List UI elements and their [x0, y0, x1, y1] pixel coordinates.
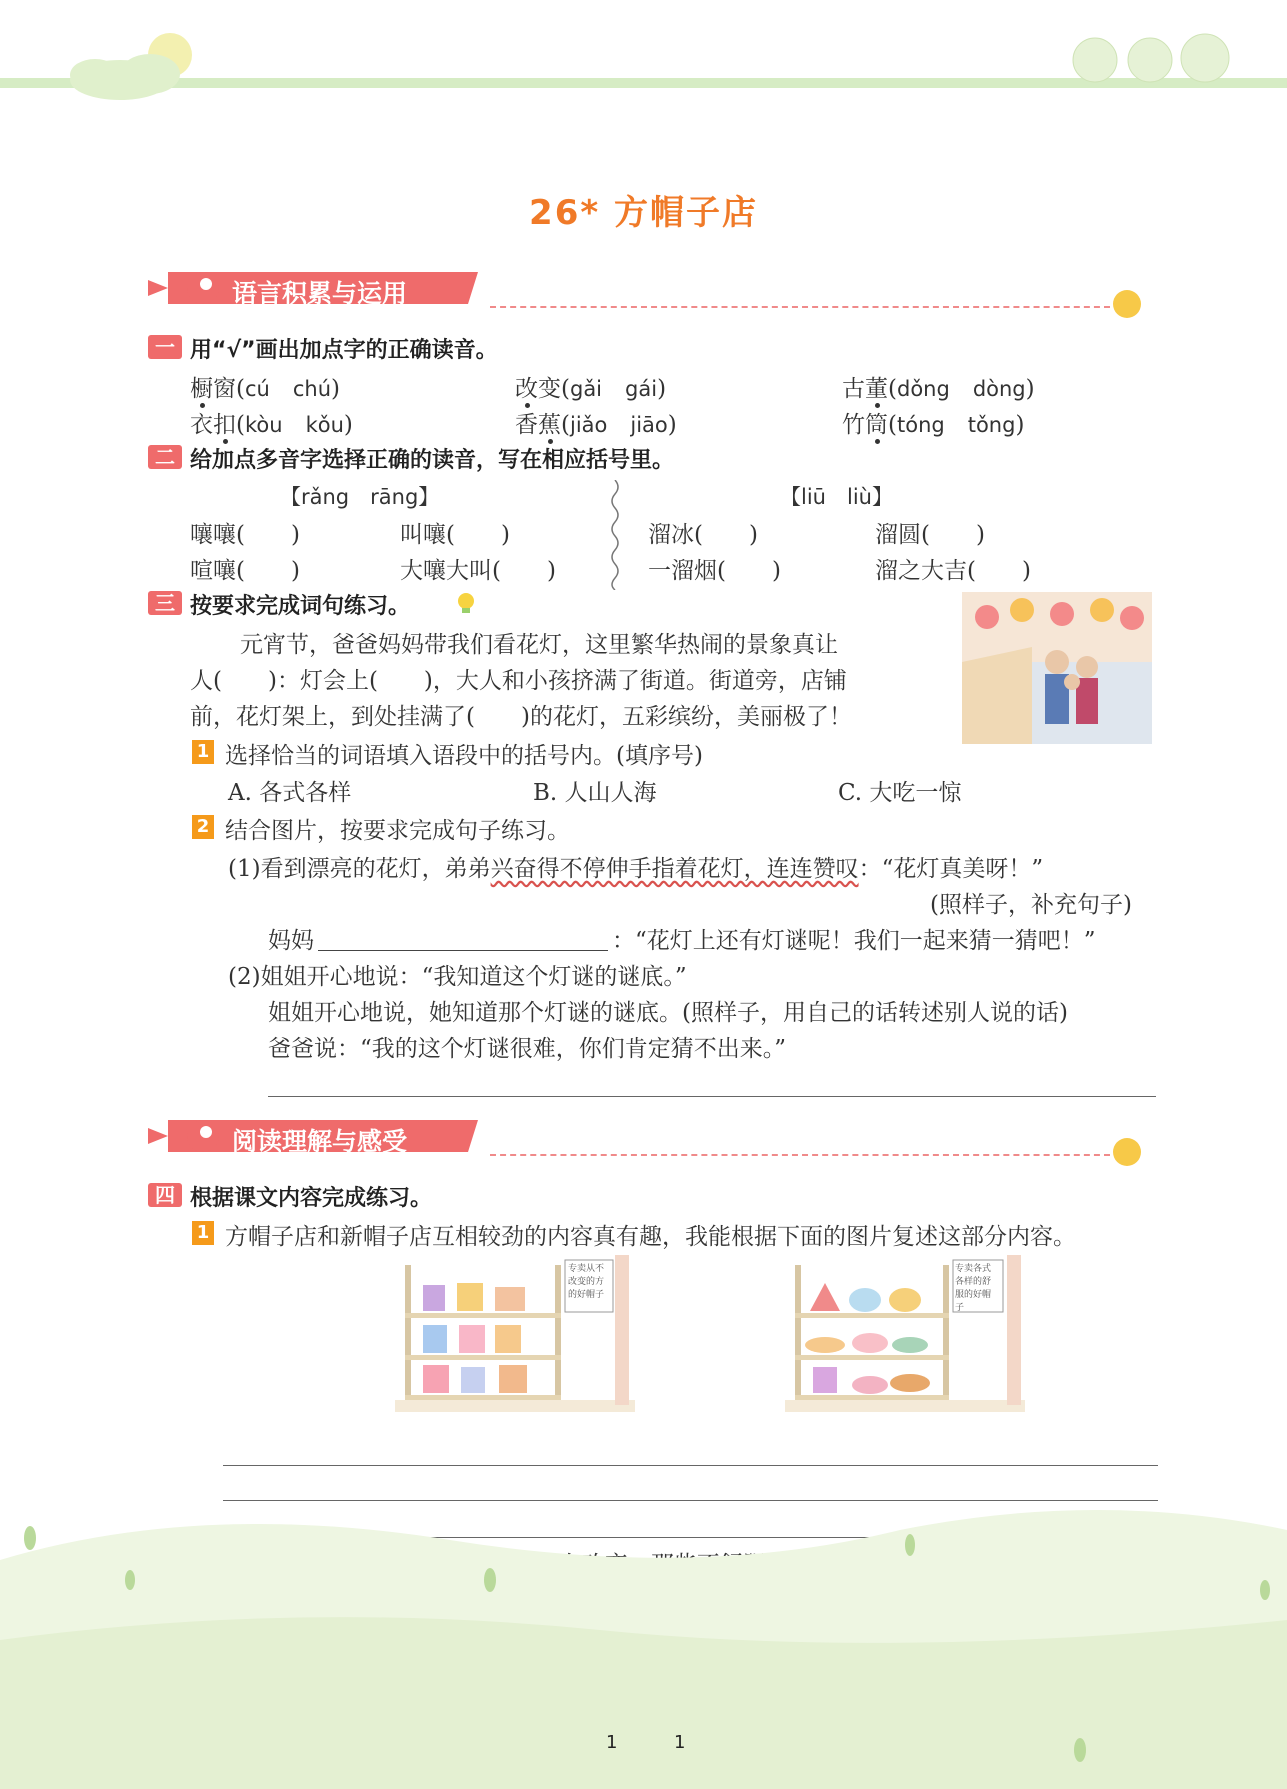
question-title-4: 根据课文内容完成练习。 — [190, 1186, 433, 1211]
cloud-sun-decoration — [40, 30, 210, 100]
q3-example-sentence: (1)看到漂亮的花灯，弟弟兴奋得不停伸手指着花灯，连连赞叹：“花灯真美呀！” — [228, 856, 1044, 882]
q1-item-3: 古董(dǒng dòng) — [842, 376, 1035, 402]
question-number-3: 三 — [148, 591, 182, 615]
q1-item-2: 改变(gǎi gái) — [515, 376, 667, 402]
option-b: B. 人山人海 — [533, 780, 657, 806]
question-title-3: 按要求完成词句练习。 — [190, 594, 411, 619]
mom-answer-blank[interactable] — [318, 950, 608, 951]
q3-dad-quote: 爸爸说：“我的这个灯谜很难，你们肯定猜不出来。” — [268, 1036, 787, 1062]
q2-right-1: 溜冰( ) — [648, 522, 758, 548]
lantern-festival-illustration — [962, 592, 1152, 744]
page-number-left: 1 — [606, 1732, 618, 1753]
sun-icon — [1105, 282, 1155, 322]
q3-sub-instruction-2: 结合图片，按要求完成句子练习。 — [225, 818, 570, 844]
q2-right-header: 【liū liù】 — [780, 485, 893, 509]
lightbulb-icon — [453, 590, 479, 616]
option-a: A. 各式各样 — [228, 780, 352, 806]
new-shop-sign: 专卖各式各样的舒服的好帽子 — [955, 1264, 992, 1313]
square-shop-sign: 专卖从不改变的方的好帽子 — [568, 1264, 605, 1300]
section-title-1: 语言积累与运用 — [232, 279, 408, 308]
q3-paragraph-line-1: 元宵节，爸爸妈妈带我们看花灯，这里繁华热闹的景象真让 — [240, 632, 838, 658]
q1-item-6: 竹筒(tóng tǒng) — [842, 412, 1025, 438]
question-number-1: 一 — [148, 335, 182, 359]
q1-item-5: 香蕉(jiǎo jiāo) — [515, 412, 677, 438]
grass-hills-decoration — [0, 1440, 1287, 1789]
option-c: C. 大吃一惊 — [838, 780, 962, 806]
q3-example-2: (2)姐姐开心地说：“我知道这个灯谜的谜底。” — [228, 964, 687, 990]
q4-sub-instruction-1: 方帽子店和新帽子店互相较劲的内容真有趣，我能根据下面的图片复述这部分内容。 — [225, 1224, 1076, 1250]
q2-right-3: 一溜烟( ) — [648, 558, 781, 584]
q1-item-1: 橱窗(cú chú) — [190, 376, 340, 402]
question-title-2: 给加点多音字选择正确的读音，写在相应括号里。 — [190, 448, 675, 473]
question-number-4: 四 — [148, 1183, 182, 1207]
q2-left-3: 喧嚷( ) — [190, 558, 300, 584]
q2-left-header: 【rǎng rāng】 — [280, 485, 440, 509]
section-divider-1 — [490, 306, 1110, 308]
q3-paragraph-line-2: 人( )：灯会上( )，大人和小孩挤满了街道。街道旁，店铺 — [190, 668, 847, 694]
q2-right-4: 溜之大吉( ) — [875, 558, 1031, 584]
wavy-divider — [605, 480, 625, 590]
q3-example-2-rewrite: 姐姐开心地说，她知道那个灯谜的谜底。(照样子，用自己的话转述别人说的话) — [268, 1000, 1068, 1026]
mom-label: 妈妈 — [268, 928, 314, 954]
section-divider-2 — [490, 1154, 1110, 1156]
mom-sentence-end: ：“花灯上还有灯谜呢！我们一起来猜一猜吧！” — [612, 928, 1096, 954]
q2-left-2: 叫嚷( ) — [400, 522, 510, 548]
q3-paragraph-line-3: 前，花灯架上，到处挂满了( )的花灯，五彩缤纷，美丽极了！ — [190, 704, 852, 730]
page-number-right: 1 — [674, 1732, 686, 1753]
question-number-2: 二 — [148, 445, 182, 469]
q2-left-1: 嚷嚷( ) — [190, 522, 300, 548]
q2-right-2: 溜圆( ) — [875, 522, 985, 548]
q2-left-4: 大嚷大叫( ) — [400, 558, 556, 584]
question-title-1: 用“√”画出加点字的正确读音。 — [190, 338, 498, 363]
q3-sub-number-1: 1 — [192, 740, 214, 764]
q1-item-4: 衣扣(kòu kǒu) — [190, 412, 353, 438]
q4-sub-number-1: 1 — [192, 1221, 214, 1245]
sun-icon — [1105, 1130, 1155, 1170]
dad-answer-line[interactable] — [268, 1096, 1156, 1097]
q3-example-note: (照样子，补充句子) — [930, 892, 1132, 918]
section-title-2: 阅读理解与感受 — [232, 1127, 408, 1156]
q3-sub-number-2: 2 — [192, 815, 214, 839]
page-title: 26* 方帽子店 — [529, 193, 758, 233]
q3-sub-instruction-1: 选择恰当的词语填入语段中的括号内。(填序号) — [225, 743, 703, 769]
animal-faces-decoration — [1060, 25, 1250, 85]
